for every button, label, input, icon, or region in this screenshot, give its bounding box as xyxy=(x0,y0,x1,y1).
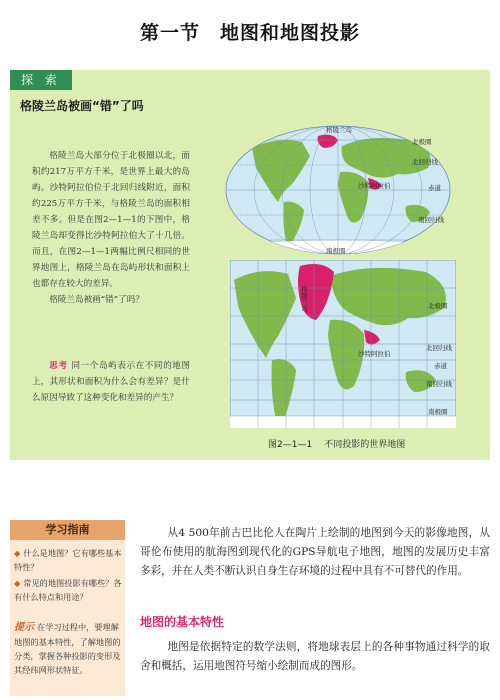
top-map-tropic-capricorn-label: 南回归线 xyxy=(418,216,444,224)
guide-item xyxy=(14,546,122,574)
explore-heading: 格陵兰岛被画“错”了吗 xyxy=(20,99,144,113)
map-caption-number: 图2—1—1 xyxy=(268,440,313,450)
top-world-map xyxy=(222,122,454,258)
explore-tag: 探 索 xyxy=(10,70,72,90)
bottom-map-saudi-label: 沙特阿拉伯 xyxy=(358,350,391,358)
top-map-arctic-label: 北极圈 xyxy=(412,138,432,146)
hint-text: 在学习过程中，要理解地图的基本特性，了解地图的分类，掌握各种投影的变形及其经纬网形状特征。 xyxy=(14,622,121,675)
bottom-map-greenland-label: 格陵兰岛 xyxy=(300,286,308,312)
top-map-antarctic-label: 南极圈 xyxy=(326,247,346,255)
diamond-icon: ◆ xyxy=(14,548,21,558)
top-map-equator-label: 赤道 xyxy=(428,184,441,192)
think-label: 思考 xyxy=(49,361,68,371)
top-map-tropic-cancer-label: 北回归线 xyxy=(412,158,438,166)
bottom-map-tropic-capricorn-label: 南回归线 xyxy=(426,380,452,388)
think-text: 同一个岛屿表示在不同的地图上，其形状和面积为什么会有差异？是什么原因导致了这种变化和差异的产生？ xyxy=(32,361,190,403)
intro-paragraph: 从4 500年前古巴比伦人在陶片上绘制的地图到今天的影像地图，从哥伦布使用的航海图到现代化的GPS导航电子地图，地图的发展历史丰富多彩，并在人类不断认识自身生存环境的过程中具有不可替代的作用。 xyxy=(140,527,490,577)
explore-paragraph: 格陵兰岛被画“错”了吗？ xyxy=(49,295,144,305)
bottom-map-arctic-label: 北极圈 xyxy=(428,302,448,310)
intro-text xyxy=(140,524,490,581)
bottom-map-equator-label: 赤道 xyxy=(434,362,447,370)
bottom-map-tropic-cancer-label: 北回归线 xyxy=(426,344,452,352)
guide-hint xyxy=(14,620,122,677)
guide-title: 学习指南 xyxy=(10,520,125,540)
page-title: 第一节 地图和地图投影 xyxy=(139,22,360,44)
map-caption xyxy=(268,437,417,450)
guide-item-text: 常见的地图投影有哪些？各有什么特点和用途？ xyxy=(14,578,122,602)
section-heading: 地图的基本特性 xyxy=(140,615,225,629)
map-caption-text: 不同投影的世界地图 xyxy=(324,440,406,450)
section-text: 地图是依据特定的数学法则，将地球表层上的各种事物通过科学的取舍和概括，运用地图符号缩小绘制而成的图形。 xyxy=(140,641,490,672)
top-map-saudi-label: 沙特阿拉伯 xyxy=(358,182,391,190)
hint-label: 提示 xyxy=(14,622,34,633)
guide-item xyxy=(14,576,122,604)
explore-paragraph: 格陵兰岛大部分位于北极圈以北，面积约217万平方千米，是世界上最大的岛屿。沙特阿拉伯位于北回归线附近，面积约225万平方千米，与格陵兰岛的面积相差不多。但是在图2—1—1的下图中，格陵兰岛却变得比沙特阿拉伯大了十几倍。而且，在图2—1—1两幅比例尺相同的世界地图上，格陵兰岛在岛屿形状和面积上也都存在较大的差异。 xyxy=(32,151,190,289)
guide-item-text: 什么是地图？它有哪些基本特性？ xyxy=(14,548,122,572)
explore-text xyxy=(32,148,190,308)
bottom-map-antarctic-label: 南极圈 xyxy=(428,408,448,416)
top-map-greenland-label: 格陵兰岛 xyxy=(326,126,352,134)
bottom-world-map xyxy=(230,260,456,428)
think-question xyxy=(32,358,190,406)
diamond-icon: ◆ xyxy=(14,578,21,588)
